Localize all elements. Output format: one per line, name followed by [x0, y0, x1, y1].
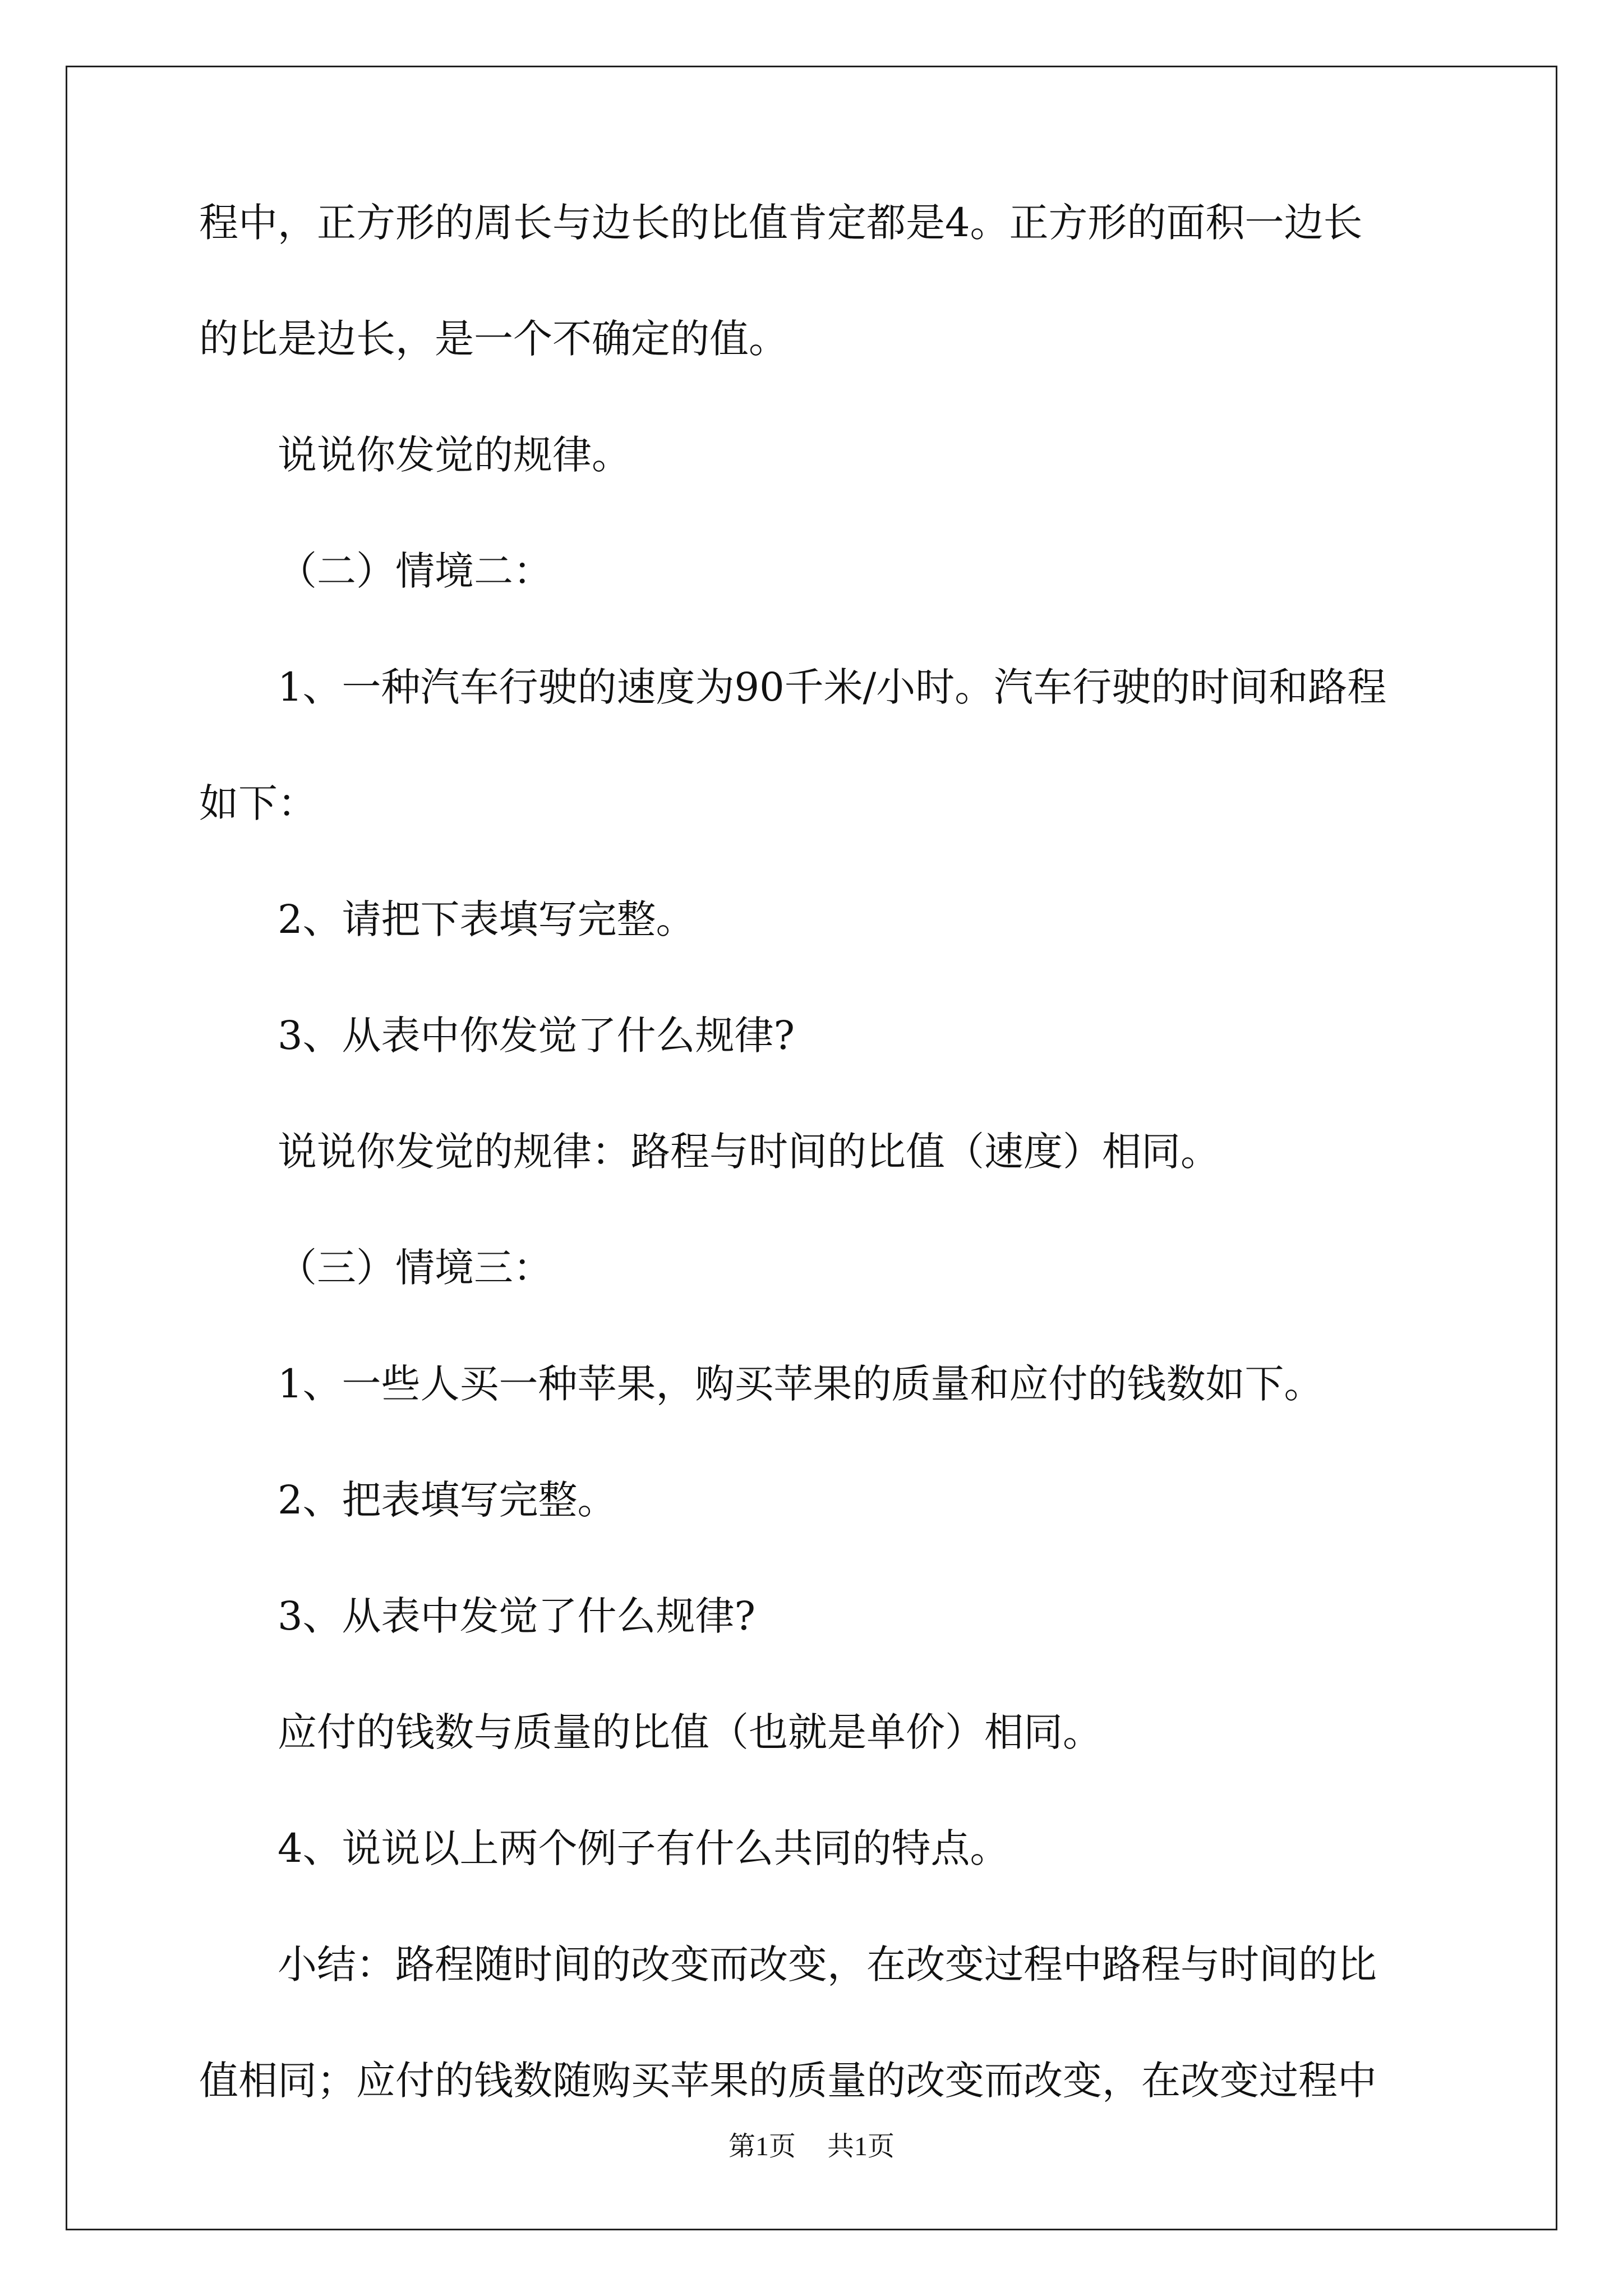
text-line: 说说你发觉的规律：路程与时间的比值（速度）相同。	[278, 1129, 1220, 1175]
text-line: 3、从表中你发觉了什么规律?	[278, 1013, 795, 1059]
paragraph	[199, 664, 1433, 826]
text-line: 的比是边长，是一个不确定的值。	[199, 316, 788, 362]
paragraph	[199, 896, 1433, 942]
text-line: 小结：路程随时间的改变而改变，在改变过程中路程与时间的比	[278, 1941, 1377, 1987]
text-line: 2、请把下表填写完整。	[278, 896, 695, 942]
page-footer	[0, 2133, 1623, 2160]
paragraph	[199, 1361, 1433, 1407]
text-line: 2、把表填写完整。	[278, 1477, 617, 1523]
paragraph	[199, 1941, 1433, 2104]
paragraph	[199, 1245, 1433, 1291]
text-line: 4、说说以上两个例子有什么共同的特点。	[278, 1825, 1009, 1871]
paragraph	[199, 548, 1433, 594]
page-number-total: 共1页	[827, 2132, 895, 2161]
paragraph	[199, 1129, 1433, 1175]
text-line: 程中，正方形的周长与边长的比值肯定都是4。正方形的面积一边长	[199, 200, 1363, 246]
page-number-current: 第1页	[728, 2132, 796, 2161]
paragraph	[199, 1477, 1433, 1523]
text-line: 3、从表中发觉了什么规律?	[278, 1593, 756, 1639]
paragraph	[199, 1825, 1433, 1871]
paragraph	[199, 432, 1433, 478]
text-line: 1、一些人买一种苹果，购买苹果的质量和应付的钱数如下。	[278, 1361, 1324, 1407]
paragraph	[199, 200, 1433, 362]
text-line: 应付的钱数与质量的比值（也就是单价）相同。	[278, 1709, 1102, 1755]
text-line: 说说你发觉的规律。	[278, 432, 631, 478]
document-body	[199, 200, 1433, 2104]
text-line: （二）情境二：	[278, 548, 552, 594]
paragraph	[199, 1709, 1433, 1755]
text-line: 1、一种汽车行驶的速度为90千米/小时。汽车行驶的时间和路程	[278, 664, 1387, 710]
text-line: 如下：	[199, 780, 317, 826]
text-line: 值相同；应付的钱数随购买苹果的质量的改变而改变，在改变过程中	[199, 2058, 1377, 2104]
paragraph	[199, 1593, 1433, 1639]
paragraph	[199, 1013, 1433, 1059]
text-line: （三）情境三：	[278, 1245, 552, 1291]
